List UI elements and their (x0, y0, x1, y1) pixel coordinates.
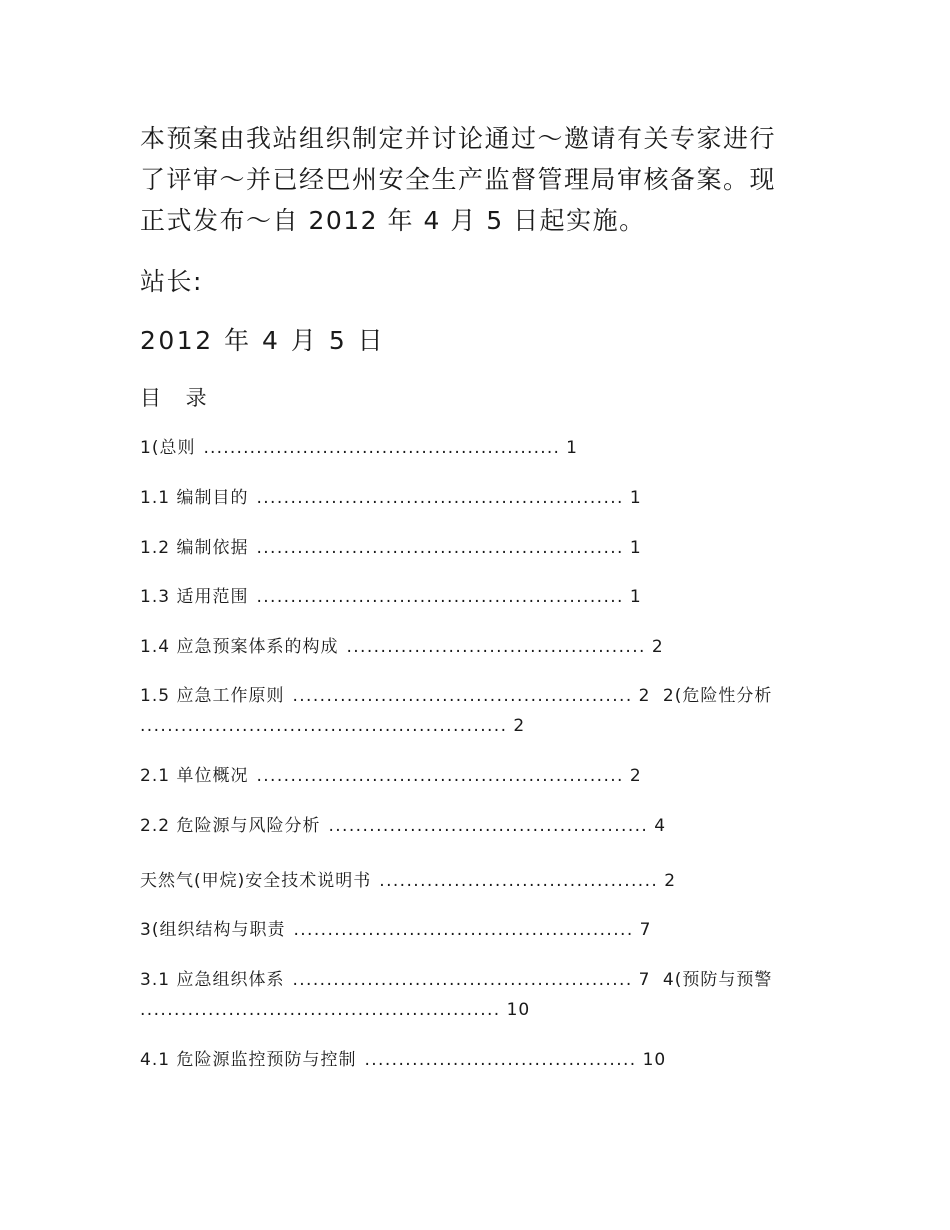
toc-page-number: 2 (629, 766, 642, 786)
toc-entry-label: 1.2 编制依据 (140, 538, 249, 558)
toc-leader-dots: .................................................. (292, 970, 633, 990)
toc-entry-continuation (140, 995, 772, 1025)
intro-line: 正式发布～自 2012 年 4 月 5 日起实施。 (140, 206, 646, 235)
intro-paragraph (140, 118, 820, 241)
toc-entry[interactable] (140, 681, 772, 741)
toc-entry-label: 2.1 单位概况 (140, 766, 249, 786)
toc-entry-label: 1.5 应急工作原则 (140, 686, 285, 706)
toc-page-number: 2 (638, 686, 651, 706)
toc-entry[interactable] (140, 866, 676, 896)
toc-leader-dots: .................................................. (292, 686, 633, 706)
toc-entry[interactable] (140, 433, 578, 463)
toc-entry-label: 天然气(甲烷)安全技术说明书 (140, 871, 372, 891)
intro-line: 本预案由我站组织制定并讨论通过～邀请有关专家进行 (140, 124, 777, 153)
toc-leader-dots: ...................................................... (203, 438, 561, 458)
toc-entry-label: 4(预防与预警 (662, 970, 773, 990)
toc-entry[interactable] (140, 811, 666, 841)
toc-entry-label: 2.2 危险源与风险分析 (140, 816, 321, 836)
toc-entry-label: 1.1 编制目的 (140, 488, 249, 508)
toc-leader-dots: ...................................................... (256, 538, 624, 558)
toc-leader-dots: ............................................... (328, 816, 649, 836)
toc-page-number: 7 (638, 970, 651, 990)
toc-page-number: 1 (629, 538, 642, 558)
intro-line: 了评审～并已经巴州安全生产监督管理局审核备案。现 (140, 165, 777, 194)
toc-leader-dots: ...................................................... (256, 766, 624, 786)
toc-entry[interactable] (140, 965, 772, 1025)
toc-leader-dots: ......................................... (379, 871, 659, 891)
toc-entry[interactable] (140, 915, 651, 945)
toc-entry-label: 3.1 应急组织体系 (140, 970, 285, 990)
toc-entry[interactable] (140, 632, 664, 662)
toc-page-number: 2 (513, 716, 526, 736)
publication-date: 2012 年 4 月 5 日 (140, 326, 386, 355)
toc-entry-label: 1.3 适用范围 (140, 587, 249, 607)
toc-leader-dots: ..................................................... (140, 1000, 501, 1020)
toc-leader-dots: ............................................ (346, 637, 646, 657)
toc-page-number: 10 (642, 1050, 667, 1070)
toc-entry[interactable] (140, 483, 642, 513)
toc-entry-continuation (140, 711, 772, 741)
toc-page-number: 7 (639, 920, 652, 940)
toc-page-number: 1 (629, 488, 642, 508)
toc-entry-label: 2(危险性分析 (662, 686, 773, 706)
stationmaster-label: 站长: (140, 267, 203, 296)
toc-leader-dots: .................................................. (293, 920, 634, 940)
toc-page-number: 2 (651, 637, 664, 657)
toc-entry[interactable] (140, 533, 642, 563)
toc-entry-label: 4.1 危险源监控预防与控制 (140, 1050, 357, 1070)
toc-leader-dots: ...................................................... (140, 716, 508, 736)
toc-page-number: 10 (506, 1000, 531, 1020)
toc-leader-dots: ...................................................... (256, 488, 624, 508)
toc-entry-label: 1(总则 (140, 438, 196, 458)
toc-page-number: 4 (654, 816, 667, 836)
toc-entry-label: 3(组织结构与职责 (140, 920, 286, 940)
toc-entry[interactable] (140, 582, 642, 612)
toc-page-number: 1 (629, 587, 642, 607)
toc-page-number: 2 (664, 871, 677, 891)
toc-title: 目 录 (140, 386, 216, 410)
toc-page-number: 1 (566, 438, 578, 458)
toc-entry[interactable] (140, 1045, 666, 1075)
toc-entry[interactable] (140, 761, 642, 791)
toc-leader-dots: ...................................................... (256, 587, 624, 607)
toc-entry-label: 1.4 应急预案体系的构成 (140, 637, 339, 657)
toc-leader-dots: ........................................ (364, 1050, 637, 1070)
